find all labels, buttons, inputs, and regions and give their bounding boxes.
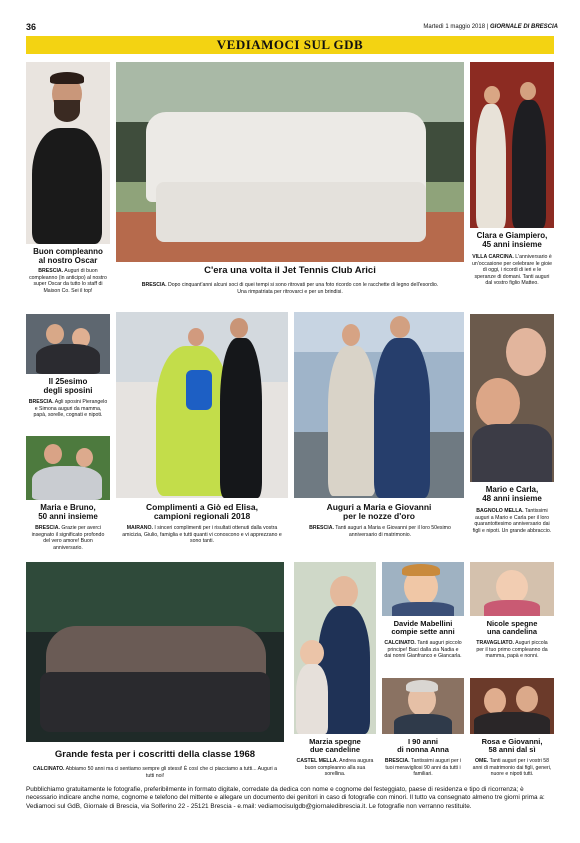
photo-maria-bruno xyxy=(26,436,110,500)
photo-rosa-giovanni xyxy=(470,678,554,734)
photo-tennis-club xyxy=(116,62,464,262)
newspaper-dateline: Martedì 1 maggio 2018 | GIORNALE DI BRESCIA xyxy=(423,24,558,30)
newspaper-name: GIORNALE DI BRESCIA xyxy=(489,24,558,30)
caption-text-anna: BRESCIA. Tantissimi auguri per i tuoi meravigliosi 90 anni da tutti i familiari. xyxy=(384,758,462,777)
caption-title-rosa: Rosa e Giovanni, 58 anni dal sì xyxy=(481,737,543,755)
caption-text-tennis: BRESCIA. Dopo cinquant'anni alcuni soci di quei tempi si sono ritrovati per una foto ricordo con le racchette di legno dell'esordio. Una rimpatriata per ritrovarci e per un brindisi. xyxy=(141,282,439,295)
photo-nonna-anna xyxy=(382,678,464,734)
caption-text-davide: CALCINATO. Tanti auguri piccolo principe! Baci dalla zia Nadia e dai nonni Gianfranco e Giancarla. xyxy=(384,640,462,659)
caption-text-clara: VILLA CARCINA. L'anniversario è un'occasione per celebrare le gioie di oggi, i ricordi di ieri e le speranze di domani. Tanti auguri dal vostro figlio Matteo. xyxy=(472,254,553,286)
photo-sposini xyxy=(26,314,110,374)
photo-davide xyxy=(382,562,464,616)
caption-title-nicole: Nicole spegne una candelina xyxy=(486,619,538,637)
caption-title-sposini: Il 25esimo degli sposini xyxy=(43,377,93,395)
photo-maria-giovanni-gold xyxy=(294,312,464,498)
caption-text-oscar: BRESCIA. Auguri di buon compleanno (in anticipo) al nostro super Oscar da tutto lo staff di Maison Co. Sei il top! xyxy=(29,268,107,294)
caption-text-marzia: CASTEL MELLA. Andrea augura buon compleanno alla sua sorellina. xyxy=(296,758,374,777)
caption-title-tennis: C'era una volta il Jet Tennis Club Arici xyxy=(204,265,376,276)
photo-marzia xyxy=(294,562,376,734)
caption-title-davide: Davide Mabellini compie sette anni xyxy=(391,619,455,637)
caption-text-sposini: BRESCIA. Agli sposini Pierangelo e Simona auguri da mamma, papà, sorelle, cognati e nipoti. xyxy=(28,399,108,418)
caption-title-anna: I 90 anni di nonna Anna xyxy=(397,737,449,755)
page-number: 36 xyxy=(26,22,37,32)
caption-title-clara: Clara e Giampiero, 45 anni insieme xyxy=(476,231,548,249)
caption-title-gold: Auguri a Maria e Giovanni per le nozze d'oro xyxy=(326,502,432,522)
photo-mario-carla xyxy=(470,314,554,482)
photo-nicole xyxy=(470,562,554,616)
caption-title-oscar: Buon compleanno al nostro Oscar xyxy=(33,247,103,265)
caption-title-dancers: Complimenti a Giò ed Elisa, campioni regionali 2018 xyxy=(146,502,258,522)
photo-dancers xyxy=(116,312,288,498)
caption-text-mario-carla: BAGNOLO MELLA. Tantissimi auguri a Mario e Carla per il loro quarantottesimo anniversario dai figli e nipoti. Un grande abbraccio. xyxy=(472,508,552,534)
caption-text-dancers: MAIRANO. I sinceri complimenti per i risultati ottenuti dalla vostra amicizia, Giulio, famiglia e tutti quanti vi conoscono e vi apprezzano e sono tanti. xyxy=(122,525,282,544)
caption-text-rosa: OME. Tanti auguri per i vostri 58 anni di matrimonio dai figli, generi, nuore e nipoti tutti. xyxy=(472,758,552,777)
caption-text-gold: BRESCIA. Tanti auguri a Maria e Giovanni per il loro 50esimo anniversario di matrimonio. xyxy=(309,525,451,538)
caption-text-maria-bruno: BRESCIA. Grazie per averci insegnato il significato profondo del vero amore! Buon anniversario. xyxy=(31,525,105,551)
caption-place: BRESCIA. xyxy=(38,268,64,274)
issue-date: Martedì 1 maggio 2018 xyxy=(423,24,486,30)
caption-title-marzia: Marzia spegne due candeline xyxy=(309,737,361,755)
caption-text-nicole: TRAVAGLIATO. Auguri piccola per il tuo primo compleanno da mamma, papà e nonni. xyxy=(476,640,548,659)
photo-oscar xyxy=(26,62,110,244)
caption-title-maria-bruno: Maria e Bruno, 50 anni insieme xyxy=(38,503,98,521)
submission-notice: Pubblichiamo gratuitamente le fotografie, preferibilmente in formato digitale, corredate da dedica con nome e cognome del festeggiato, paese di residenza e tipo di ricorrenza; è necessario indicare anche nome, cognome e telefono del mittente e allegare un documento dei genitori in caso di fotografie con minori. Il tutto va consegnato almeno tre giorni prima a: Vediamoci sul GdB, Giornale di Brescia, via Solferino 22 - 25121 Brescia - e.mail: vediamocisulgdb@giornaledibrescia.it. Le fotografie non verranno restituite. xyxy=(26,786,545,810)
section-title: VEDIAMOCI SUL GDB xyxy=(216,37,364,52)
caption-text-1968: CALCINATO. Abbiamo 50 anni ma ci sentiamo sempre gli stessi! È così che ci piacciamo a tutti... Auguri a tutti noi! xyxy=(32,766,278,779)
caption-title-mario-carla: Mario e Carla, 48 anni insieme xyxy=(482,485,542,503)
caption-title-1968: Grande festa per i coscritti della classe 1968 xyxy=(54,749,256,760)
photo-classe-1968 xyxy=(26,562,284,742)
photo-clara-giampiero xyxy=(470,62,554,228)
section-banner xyxy=(26,36,554,54)
